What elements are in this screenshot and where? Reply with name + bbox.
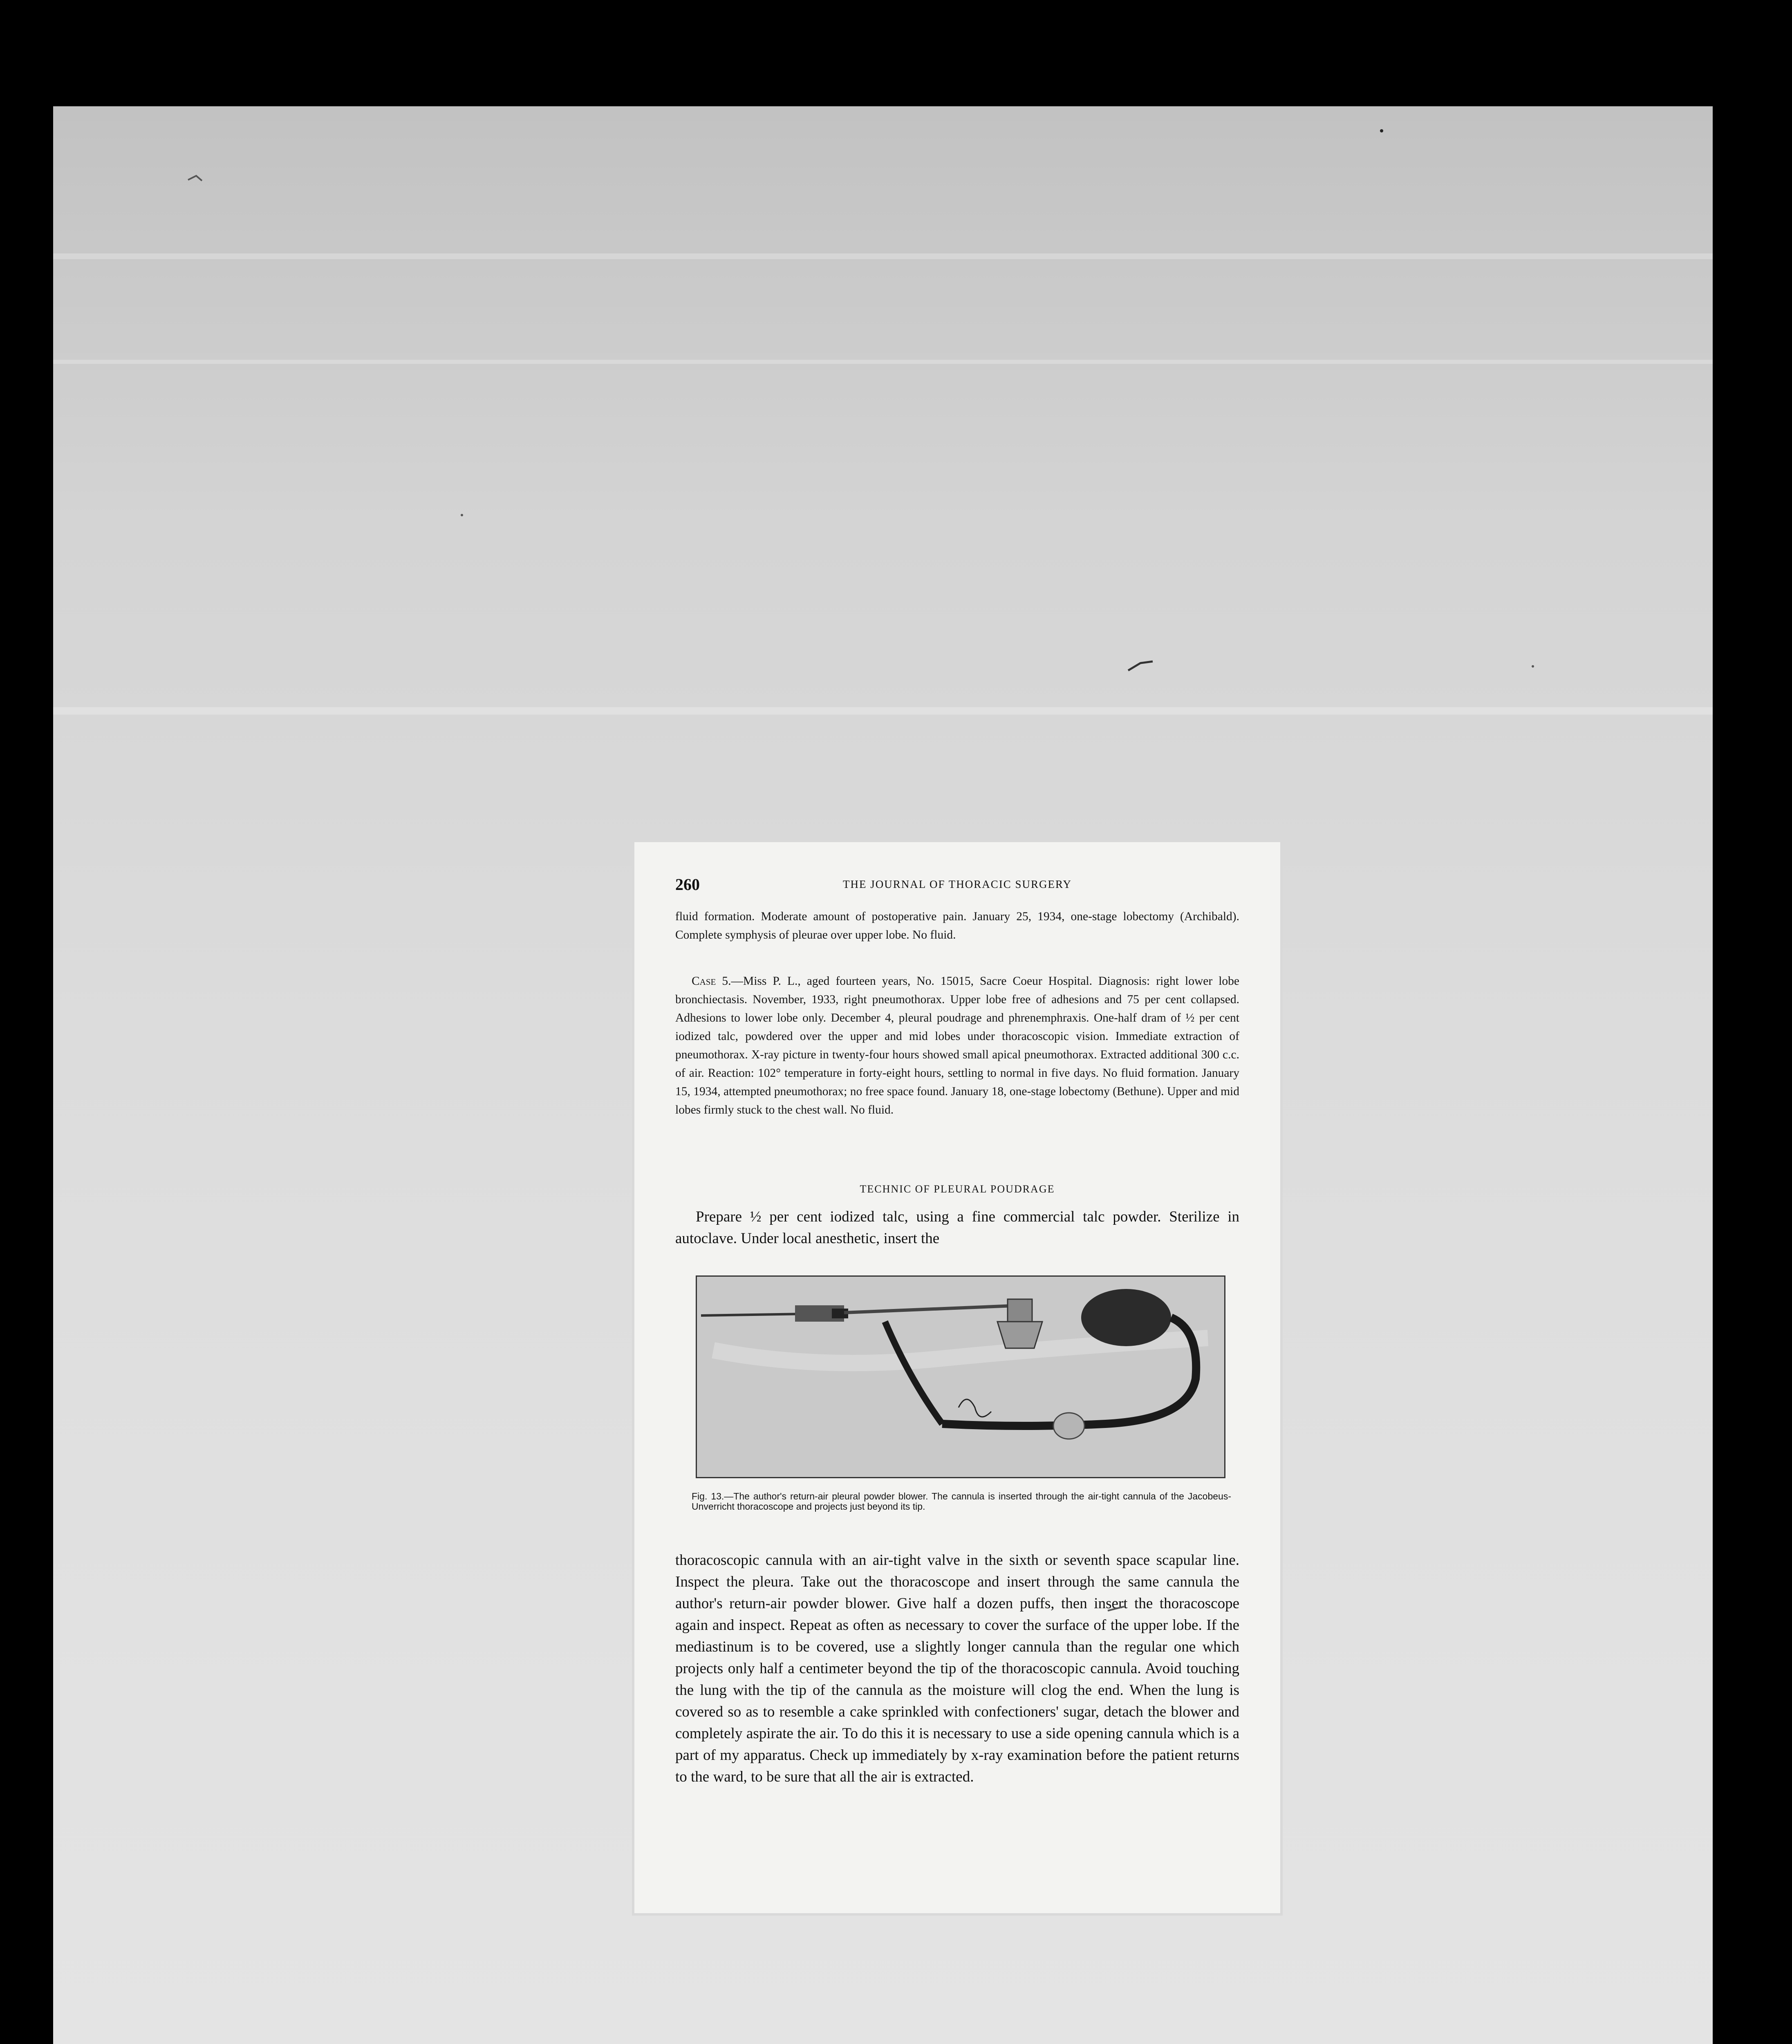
section-heading: TECHNIC OF PLEURAL POUDRAGE <box>860 1183 1055 1195</box>
scan-artifact-band <box>53 360 1713 364</box>
page-number: 260 <box>675 875 700 894</box>
scan-artifact-band <box>53 707 1713 715</box>
microfilm-scan-sheet <box>53 106 1713 2044</box>
case-text: —Miss P. L., aged fourteen years, No. 15015, Sacre Coeur Hospital. Diagnosis: right lower lobe bronchiectasis. November, 1933, right pneumothorax. Upper lobe free of adhesions and 75 per cent collapsed. Adhesions to lower lobe only. December 4, pleural poudrage and phrenemphraxis. One-half dram of ½ per cent iodized talc, powdered over the upper and mid lobes under thoracoscopic vision. Immediate extraction of pneumothorax. X-ray picture in twenty-four hours showed small apical pneumothorax. Extracted additional 300 c.c. of air. Reaction: 102° temperature in forty-eight hours, settling to normal in five days. No fluid formation. January 15, 1934, attempted pneumothorax; no free space found. January 18, one-stage lobectomy (Bethune). Upper and mid lobes firmly stuck to the chest wall. No fluid. <box>675 975 1239 1116</box>
technic-text: Prepare ½ per cent iodized talc, using a fine commercial talc powder. Sterilize in autoclave. Under local anesthetic, insert the <box>675 1208 1239 1247</box>
journal-title: THE JOURNAL OF THORACIC SURGERY <box>842 878 1072 890</box>
technic-paragraph <box>675 1206 1239 1249</box>
journal-page-clipping <box>634 842 1280 1913</box>
case-notes-paragraph <box>675 908 1239 944</box>
powder-blower-illustration <box>697 1277 1224 1477</box>
case-label: Case 5. <box>692 975 731 988</box>
scan-artifact-band <box>53 253 1713 259</box>
procedure-text: thoracoscopic cannula with an air-tight valve in the sixth or seventh space scapular line. Inspect the pleura. Take out the thoracoscope and insert through the same cannula the author's return-air powder blower. Give half a dozen puffs, then insert the thoracoscope again and inspect. Repeat as often as necessary to cover the surface of the upper lobe. If the mediastinum is to be covered, use a slightly longer cannula than the regular one which projects only half a centimeter beyond the tip of the thoracoscopic cannula. Avoid touching the lung with the tip of the cannula as the moisture will clog the end. When the lung is covered so as to resemble a cake sprinkled with confectioners' sugar, detach the blower and completely aspirate the air. To do this it is necessary to use a side opening cannula which is a part of my apparatus. Check up immediately by x-ray examination before the patient returns to the ward, to be sure that all the air is extracted. <box>675 1552 1239 1785</box>
powder-blower-photo <box>696 1275 1225 1478</box>
case-5-paragraph <box>675 972 1239 1119</box>
figure-caption: Fig. 13.—The author's return-air pleural powder blower. The cannula is inserted through the air-tight cannula of the Jacobeus-Unverricht thoracoscope and projects just beyond its tip. <box>692 1491 1231 1512</box>
para-fluid-formation: fluid formation. Moderate amount of postoperative pain. January 25, 1934, one-stage lobectomy (Archibald). Complete symphysis of pleurae over upper lobe. No fluid. <box>675 910 1239 941</box>
procedure-paragraph <box>675 1549 1239 1788</box>
running-head <box>675 875 1239 895</box>
